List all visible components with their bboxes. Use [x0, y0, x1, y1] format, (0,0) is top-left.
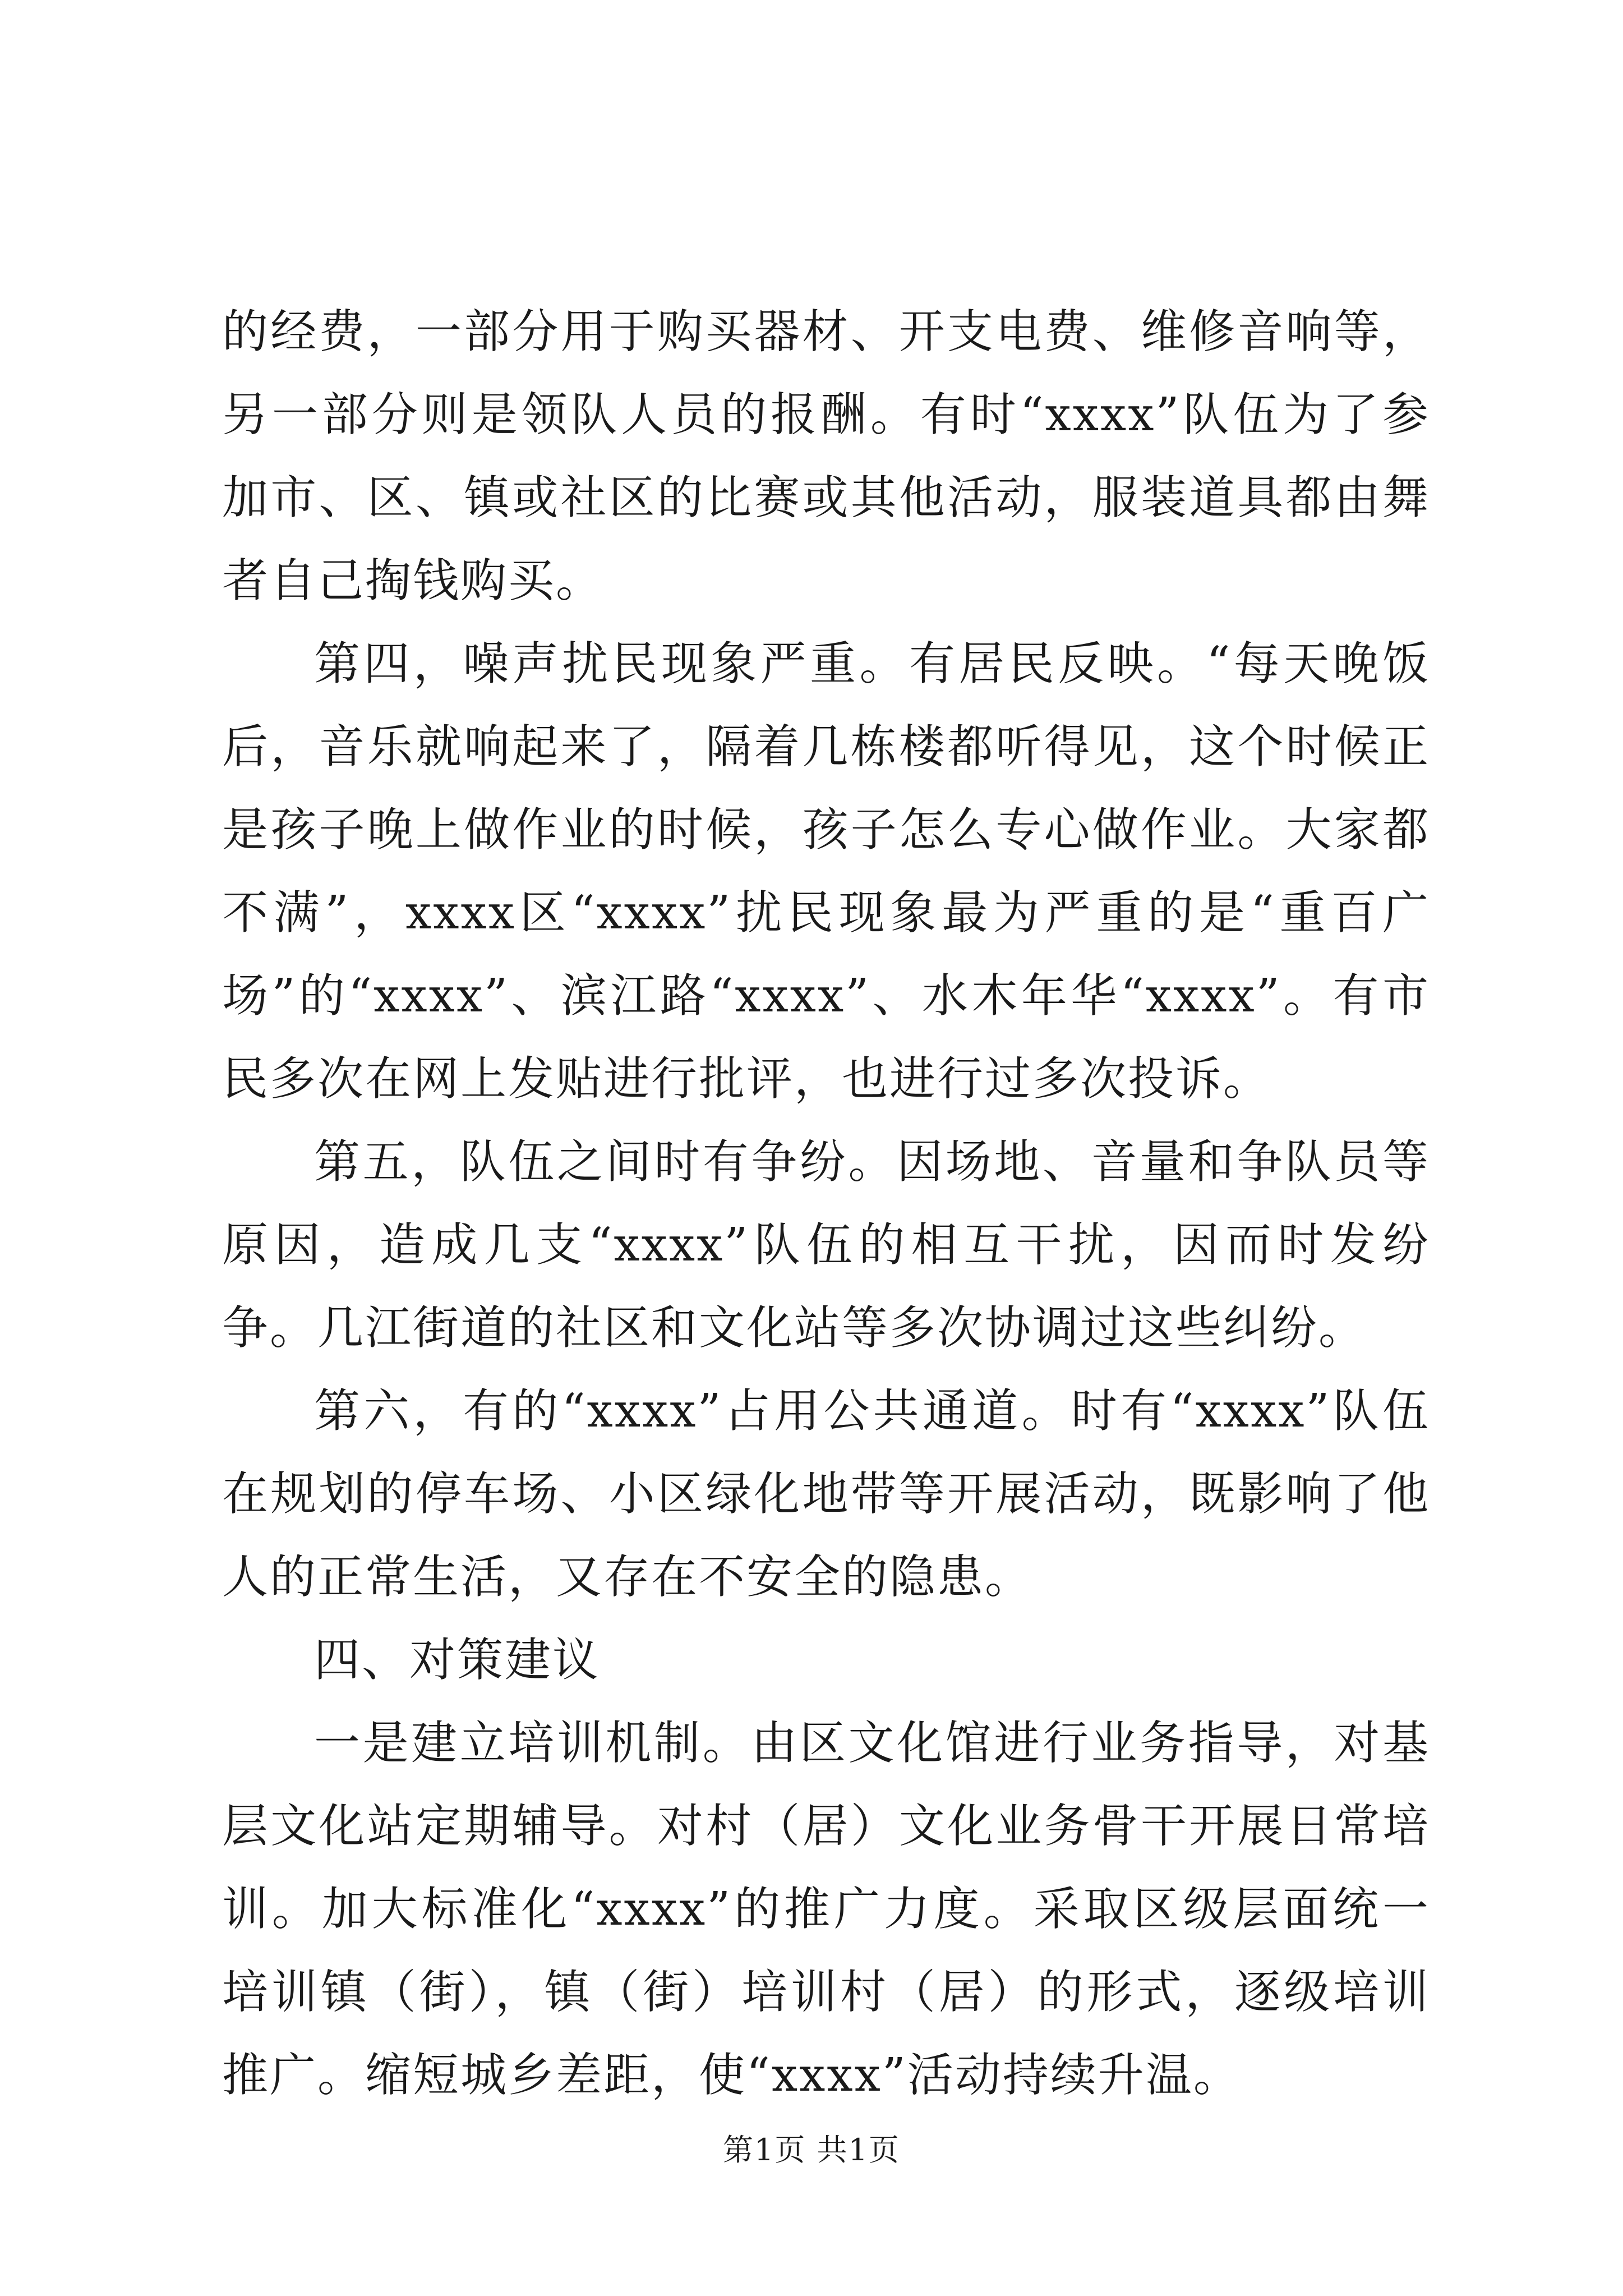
page-footer: 第1页 共1页	[723, 2132, 900, 2168]
paragraph-disputes: 第五，队伍之间时有争纷。因场地、音量和争队员等原因，造成几支“xxxx”队伍的相互干扰，因而时发纷争。几江街道的社区和文化站等多次协调过这些纠纷。	[222, 1135, 1430, 1355]
document-body	[222, 291, 1430, 2117]
paragraph-public-passage: 第六，有的“xxxx”占用公共通道。时有“xxxx”队伍在规划的停车场、小区绿化地带等开展活动，既影响了他人的正常生活，又存在不安全的隐患。	[222, 1384, 1430, 1604]
paragraph-training: 一是建立培训机制。由区文化馆进行业务指导，对基层文化站定期辅导。对村（居）文化业务骨干开展日常培训。加大标准化“xxxx”的推广力度。采取区级层面统一培训镇（街），镇（街）培训村（居）的形式，逐级培训推广。缩短城乡差距，使“xxxx”活动持续升温。	[222, 1717, 1430, 2102]
section-heading-recommendations: 四、对策建议	[314, 1634, 601, 1687]
paragraph-noise: 第四，噪声扰民现象严重。有居民反映。“每天晚饭后，音乐就响起来了，隔着几栋楼都听得见，这个时候正是孩子晚上做作业的时候，孩子怎么专心做作业。大家都不满”，xxxx区“xxxx”扰民现象最为严重的是“重百广场”的“xxxx”、滨江路“xxxx”、水木年华“xxxx”。有市民多次在网上发贴进行批评，也进行过多次投诉。	[222, 637, 1430, 1106]
paragraph-continuation: 的经费，一部分用于购买器材、开支电费、维修音响等，另一部分则是领队人员的报酬。有时“xxxx”队伍为了参加市、区、镇或社区的比赛或其他活动，服装道具都由舞者自己掏钱购买。	[222, 305, 1430, 608]
